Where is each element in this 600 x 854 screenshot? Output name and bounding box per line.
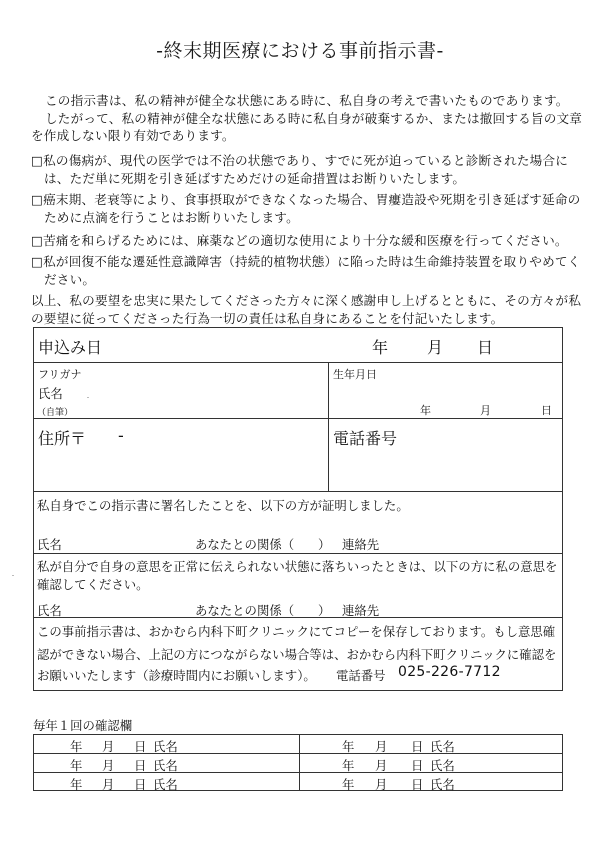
birthdate-label[interactable]: 生年月日: [333, 368, 377, 381]
annual-check-label: 毎年１回の確認欄: [33, 718, 133, 733]
checklist-item-1[interactable]: [31, 152, 568, 169]
witness-name-label[interactable]: 氏名: [37, 537, 62, 552]
annual-row-1-right-name[interactable]: 氏名: [430, 739, 455, 754]
checklist-item-text: 苦痛を和らげるためには、麻薬などの適切な使用により十分な緩和医療を行ってください。: [43, 233, 568, 248]
annual-row-1-right-day[interactable]: 日: [411, 739, 424, 754]
closing-line-1: 以上、私の要望を忠実に果たしてくださった方々に深く感謝申し上げるとともに、その方々が私: [31, 293, 582, 308]
checklist-item-1-cont: は、ただ単に死期を引き延ばすためだけの延命措置はお断りいたします。: [44, 171, 466, 186]
witness-relation-close: ）: [318, 537, 331, 552]
annual-row-2-right-year[interactable]: 年: [342, 758, 355, 773]
annual-row-1-right-year[interactable]: 年: [342, 739, 355, 754]
birth-month-label[interactable]: 月: [480, 404, 491, 417]
proxy-relation-label[interactable]: あなたとの関係（: [195, 603, 295, 618]
intro-line-1: この指示書は、私の精神が健全な状態にある時に、私自身の考えで書いたものであります。: [45, 93, 569, 108]
checklist-item-4[interactable]: [31, 253, 580, 270]
checkbox-icon[interactable]: □: [31, 233, 44, 248]
annual-row-3-left-day[interactable]: 日: [134, 777, 147, 792]
annual-row-2-left-month[interactable]: 月: [102, 758, 115, 773]
closing-line-2: の要望に従ってくださった行為一切の責任は私自身にあることを付記いたします。: [31, 311, 504, 326]
annual-row-1-left-month[interactable]: 月: [102, 739, 115, 754]
checklist-item-3[interactable]: [31, 232, 568, 249]
proxy-statement-line-2: 確認してください。: [37, 577, 149, 592]
checklist-item-2[interactable]: [31, 191, 580, 208]
annual-row-3-left-month[interactable]: 月: [102, 777, 115, 792]
annual-row-2-left-day[interactable]: 日: [134, 758, 147, 773]
proxy-contact-label[interactable]: 連絡先: [342, 603, 380, 618]
annual-row-2-right-month[interactable]: 月: [375, 758, 388, 773]
witness-contact-label[interactable]: 連絡先: [342, 537, 380, 552]
annual-row-2-right-name[interactable]: 氏名: [430, 758, 455, 773]
phone-label[interactable]: 電話番号: [333, 429, 398, 448]
annual-row-3-right-month[interactable]: 月: [375, 777, 388, 792]
postal-code-dash: -: [118, 426, 124, 445]
application-date-label: 申込み日: [38, 338, 103, 357]
furigana-label[interactable]: フリガナ: [38, 368, 82, 381]
annual-row-2-left-name[interactable]: 氏名: [153, 758, 178, 773]
footer-line-3: お願いいたします（診療時間内にお願いします）。: [37, 668, 316, 683]
checklist-item-2-cont: ために点滴を行うことはお断りいたします。: [44, 210, 299, 225]
application-month-label[interactable]: 月: [427, 338, 444, 357]
annual-row-1-left-name[interactable]: 氏名: [153, 739, 178, 754]
annual-row-3-right-day[interactable]: 日: [411, 777, 424, 792]
checklist-item-text: 私が回復不能な遷延性意識障害（持続的植物状態）に陥った時は生命維持装置を取りやめてく: [43, 254, 581, 269]
annual-row-3-right-name[interactable]: 氏名: [430, 777, 455, 792]
checkbox-icon[interactable]: □: [31, 153, 44, 168]
annual-row-2-right-day[interactable]: 日: [411, 758, 424, 773]
annual-row-1-left-year[interactable]: 年: [70, 739, 83, 754]
annual-row-1-right-month[interactable]: 月: [375, 739, 388, 754]
checklist-item-text: 私の傷病が、現代の医学では不治の状態であり、すでに死が迫っていると診断された場合に: [43, 153, 569, 168]
handwritten-note: （自筆）: [37, 408, 74, 418]
annual-row-3-left-name[interactable]: 氏名: [153, 777, 178, 792]
intro-line-3: を作成しない限り有効であります。: [31, 128, 235, 143]
proxy-relation-close: ）: [318, 603, 331, 618]
annual-row-3-right-year[interactable]: 年: [342, 777, 355, 792]
application-year-label[interactable]: 年: [372, 338, 389, 357]
witness-statement: 私自身でこの指示書に署名したことを、以下の方が証明しました。: [37, 498, 409, 513]
intro-line-2: したがって、私の精神が健全な状態にある時に私自身が破棄するか、または撤回する旨の文章: [45, 111, 583, 126]
address-label[interactable]: 住所〒: [38, 429, 87, 448]
annual-row-1-left-day[interactable]: 日: [134, 739, 147, 754]
proxy-name-label[interactable]: 氏名: [37, 603, 62, 618]
clinic-phone-number[interactable]: 025-226-7712: [398, 664, 501, 680]
annual-row-3-left-year[interactable]: 年: [70, 777, 83, 792]
document-title: -終末期医療における事前指示書-: [156, 40, 444, 62]
checklist-item-text: 癌末期、老衰等により、食事摂取ができなくなった場合、胃瘻造設や死期を引き延ばす延命の: [43, 192, 581, 207]
name-label[interactable]: 氏名: [38, 386, 63, 401]
clinic-phone-label: 電話番号: [336, 668, 386, 683]
annual-row-2-left-year[interactable]: 年: [70, 758, 83, 773]
footer-line-2: 認ができない場合、上記の方につながらない場合等は、おかむら内科下町クリニックに確認を: [37, 647, 557, 662]
birth-year-label[interactable]: 年: [420, 404, 431, 417]
checkbox-icon[interactable]: □: [31, 192, 44, 207]
checklist-item-4-cont: ださい。: [44, 272, 96, 287]
footer-line-1: この事前指示書は、おかむら内科下町クリニックにてコピーを保存しております。もし意思確: [37, 624, 556, 639]
application-day-label[interactable]: 日: [477, 338, 494, 357]
checkbox-icon[interactable]: □: [31, 254, 44, 269]
proxy-statement-line-1: 私が自分で自身の意思を正常に伝えられない状態に落ちいったときは、以下の方に私の意思を: [37, 559, 558, 574]
birth-day-label[interactable]: 日: [541, 404, 552, 417]
witness-relation-label[interactable]: あなたとの関係（: [195, 537, 295, 552]
